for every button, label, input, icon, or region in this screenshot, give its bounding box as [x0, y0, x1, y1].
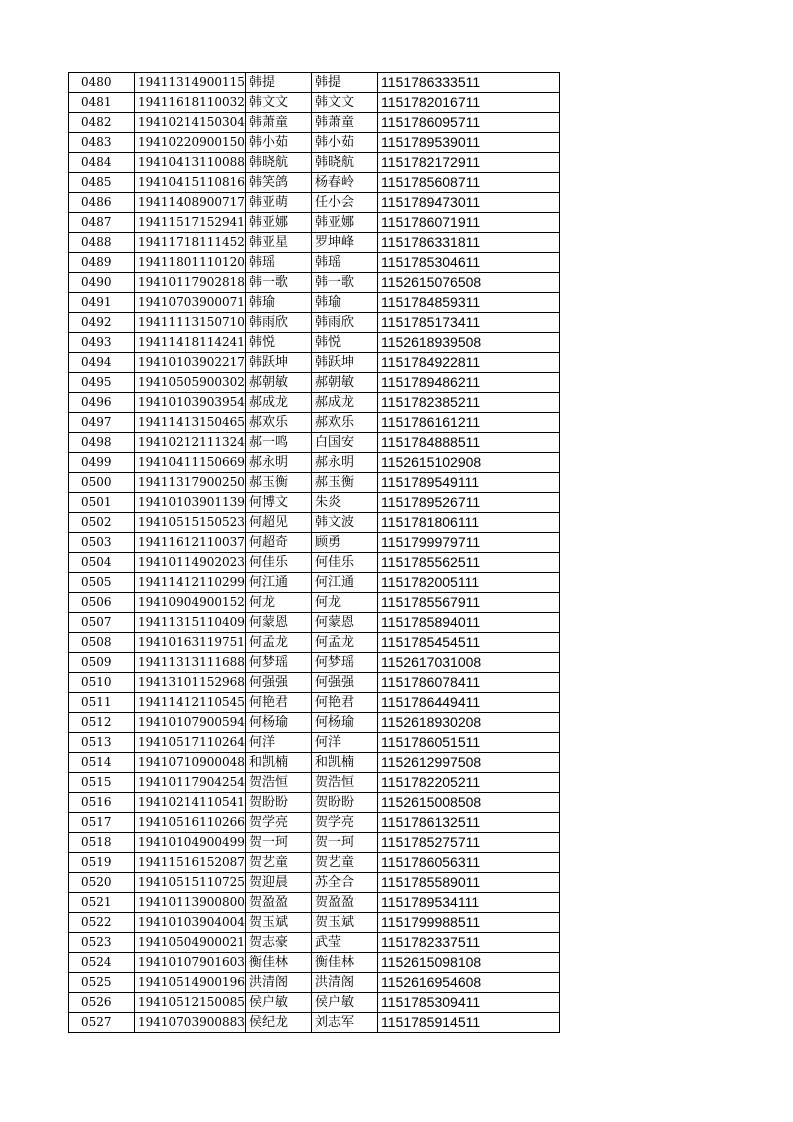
- table-row: [69, 813, 560, 833]
- account-holder-cell: 何杨瑜: [312, 713, 378, 733]
- account-number-cell: 1151785275711: [378, 833, 560, 853]
- account-number-cell: 1151785173411: [378, 313, 560, 333]
- id-number-cell: 19410214150304: [135, 113, 246, 133]
- row-number-cell: 0518: [69, 833, 135, 853]
- table-row: [69, 433, 560, 453]
- student-name-cell: 何杨瑜: [246, 713, 312, 733]
- id-number-cell: 19413101152968: [135, 673, 246, 693]
- table-row: [69, 573, 560, 593]
- row-number-cell: 0514: [69, 753, 135, 773]
- account-holder-cell: 韩文文: [312, 93, 378, 113]
- account-number-cell: 1152615076508: [378, 273, 560, 293]
- account-number-cell: 1151786132511: [378, 813, 560, 833]
- student-name-cell: 郝玉衡: [246, 473, 312, 493]
- row-number-cell: 0483: [69, 133, 135, 153]
- account-number-cell: 1151784888511: [378, 433, 560, 453]
- student-name-cell: 衡佳林: [246, 953, 312, 973]
- student-name-cell: 何江通: [246, 573, 312, 593]
- id-number-cell: 19411418114241: [135, 333, 246, 353]
- account-holder-cell: 何艳君: [312, 693, 378, 713]
- id-number-cell: 19410411150669: [135, 453, 246, 473]
- id-number-cell: 19410517110264: [135, 733, 246, 753]
- row-number-cell: 0512: [69, 713, 135, 733]
- row-number-cell: 0525: [69, 973, 135, 993]
- id-number-cell: 19410113900800: [135, 893, 246, 913]
- id-number-cell: 19410103903954: [135, 393, 246, 413]
- account-holder-cell: 韩瑶: [312, 253, 378, 273]
- account-number-cell: 1151784859311: [378, 293, 560, 313]
- account-number-cell: 1151799988511: [378, 913, 560, 933]
- row-number-cell: 0495: [69, 373, 135, 393]
- row-number-cell: 0499: [69, 453, 135, 473]
- row-number-cell: 0492: [69, 313, 135, 333]
- row-number-cell: 0501: [69, 493, 135, 513]
- account-number-cell: 1151799979711: [378, 533, 560, 553]
- account-holder-cell: 贺学亮: [312, 813, 378, 833]
- id-number-cell: 19410107901603: [135, 953, 246, 973]
- student-name-cell: 韩悦: [246, 333, 312, 353]
- row-number-cell: 0496: [69, 393, 135, 413]
- table-row: [69, 893, 560, 913]
- id-number-cell: 19410212111324: [135, 433, 246, 453]
- id-number-cell: 19411612110037: [135, 533, 246, 553]
- account-number-cell: 1151789539011: [378, 133, 560, 153]
- account-number-cell: 1151789473011: [378, 193, 560, 213]
- table-row: [69, 373, 560, 393]
- account-holder-cell: 韩小茹: [312, 133, 378, 153]
- account-holder-cell: 韩萧童: [312, 113, 378, 133]
- row-number-cell: 0482: [69, 113, 135, 133]
- account-number-cell: 1151786078411: [378, 673, 560, 693]
- row-number-cell: 0488: [69, 233, 135, 253]
- id-number-cell: 19410515110725: [135, 873, 246, 893]
- id-number-cell: 19411314900115: [135, 73, 246, 93]
- table-row: [69, 113, 560, 133]
- account-number-cell: 1151786331811: [378, 233, 560, 253]
- account-holder-cell: 韩瑜: [312, 293, 378, 313]
- table-row: [69, 673, 560, 693]
- account-number-cell: 1152612997508: [378, 753, 560, 773]
- id-number-cell: 19411718111452: [135, 233, 246, 253]
- student-name-cell: 何佳乐: [246, 553, 312, 573]
- student-name-cell: 韩跃坤: [246, 353, 312, 373]
- table-row: [69, 93, 560, 113]
- account-holder-cell: 郝玉衡: [312, 473, 378, 493]
- table-row: [69, 213, 560, 233]
- account-number-cell: 1151785309411: [378, 993, 560, 1013]
- table-row: [69, 773, 560, 793]
- id-number-cell: 19411517152941: [135, 213, 246, 233]
- id-number-cell: 19410220900150: [135, 133, 246, 153]
- table-row: [69, 913, 560, 933]
- table-row: [69, 693, 560, 713]
- table-row: [69, 333, 560, 353]
- id-number-cell: 19410904900152: [135, 593, 246, 613]
- id-number-cell: 19410703900883: [135, 1013, 246, 1033]
- id-number-cell: 19411618110032: [135, 93, 246, 113]
- account-number-cell: 1151785589011: [378, 873, 560, 893]
- id-number-cell: 19411317900250: [135, 473, 246, 493]
- student-name-cell: 韩瑶: [246, 253, 312, 273]
- table-row: [69, 833, 560, 853]
- row-number-cell: 0490: [69, 273, 135, 293]
- row-number-cell: 0523: [69, 933, 135, 953]
- account-holder-cell: 衡佳林: [312, 953, 378, 973]
- student-name-cell: 贺玉斌: [246, 913, 312, 933]
- id-number-cell: 19410117902818: [135, 273, 246, 293]
- account-holder-cell: 何强强: [312, 673, 378, 693]
- id-number-cell: 19411801110120: [135, 253, 246, 273]
- account-number-cell: 1151782337511: [378, 933, 560, 953]
- account-number-cell: 1151782385211: [378, 393, 560, 413]
- account-number-cell: 1151786051511: [378, 733, 560, 753]
- student-name-cell: 郝欢乐: [246, 413, 312, 433]
- account-holder-cell: 杨春岭: [312, 173, 378, 193]
- id-number-cell: 19410512150085: [135, 993, 246, 1013]
- id-number-cell: 19411313111688: [135, 653, 246, 673]
- row-number-cell: 0519: [69, 853, 135, 873]
- row-number-cell: 0494: [69, 353, 135, 373]
- account-holder-cell: 韩跃坤: [312, 353, 378, 373]
- student-name-cell: 韩萧童: [246, 113, 312, 133]
- id-number-cell: 19410104900499: [135, 833, 246, 853]
- account-holder-cell: 郝永明: [312, 453, 378, 473]
- account-holder-cell: 韩亚娜: [312, 213, 378, 233]
- row-number-cell: 0497: [69, 413, 135, 433]
- account-number-cell: 1151786161211: [378, 413, 560, 433]
- account-number-cell: 1152617031008: [378, 653, 560, 673]
- student-name-cell: 何超奇: [246, 533, 312, 553]
- account-holder-cell: 何洋: [312, 733, 378, 753]
- id-number-cell: 19411412110545: [135, 693, 246, 713]
- account-holder-cell: 洪清阁: [312, 973, 378, 993]
- row-number-cell: 0520: [69, 873, 135, 893]
- account-holder-cell: 罗坤峰: [312, 233, 378, 253]
- account-holder-cell: 贺玉斌: [312, 913, 378, 933]
- account-holder-cell: 贺一珂: [312, 833, 378, 853]
- account-number-cell: 1151785608711: [378, 173, 560, 193]
- table-row: [69, 733, 560, 753]
- account-number-cell: 1151789534111: [378, 893, 560, 913]
- id-number-cell: 19410504900021: [135, 933, 246, 953]
- table-row: [69, 133, 560, 153]
- table-row: [69, 533, 560, 553]
- row-number-cell: 0515: [69, 773, 135, 793]
- table-row: [69, 473, 560, 493]
- account-number-cell: 1152616954608: [378, 973, 560, 993]
- student-name-cell: 韩小茹: [246, 133, 312, 153]
- account-holder-cell: 韩文波: [312, 513, 378, 533]
- account-number-cell: 1151782172911: [378, 153, 560, 173]
- row-number-cell: 0526: [69, 993, 135, 1013]
- table-row: [69, 973, 560, 993]
- table-row: [69, 273, 560, 293]
- table-row: [69, 173, 560, 193]
- student-name-cell: 何蒙恩: [246, 613, 312, 633]
- row-number-cell: 0510: [69, 673, 135, 693]
- account-number-cell: 1151785894011: [378, 613, 560, 633]
- id-number-cell: 19410114902023: [135, 553, 246, 573]
- account-number-cell: 1152618930208: [378, 713, 560, 733]
- table-row: [69, 393, 560, 413]
- id-number-cell: 19410415110816: [135, 173, 246, 193]
- student-name-cell: 贺志豪: [246, 933, 312, 953]
- id-number-cell: 19410163119751: [135, 633, 246, 653]
- row-number-cell: 0500: [69, 473, 135, 493]
- table-row: [69, 1013, 560, 1033]
- account-number-cell: 1151786071911: [378, 213, 560, 233]
- student-name-cell: 贺盼盼: [246, 793, 312, 813]
- account-holder-cell: 武莹: [312, 933, 378, 953]
- roster-table-body: [69, 73, 560, 1033]
- account-number-cell: 1151786449411: [378, 693, 560, 713]
- table-row: [69, 453, 560, 473]
- table-row: [69, 413, 560, 433]
- student-name-cell: 郝一鸣: [246, 433, 312, 453]
- account-holder-cell: 韩悦: [312, 333, 378, 353]
- student-name-cell: 何梦瑶: [246, 653, 312, 673]
- account-holder-cell: 顾勇: [312, 533, 378, 553]
- id-number-cell: 19411412110299: [135, 573, 246, 593]
- roster-table: [68, 72, 560, 1033]
- table-row: [69, 253, 560, 273]
- row-number-cell: 0522: [69, 913, 135, 933]
- student-name-cell: 韩笑鸽: [246, 173, 312, 193]
- row-number-cell: 0511: [69, 693, 135, 713]
- row-number-cell: 0509: [69, 653, 135, 673]
- row-number-cell: 0503: [69, 533, 135, 553]
- student-name-cell: 贺学亮: [246, 813, 312, 833]
- id-number-cell: 19410514900196: [135, 973, 246, 993]
- account-holder-cell: 侯户敏: [312, 993, 378, 1013]
- table-row: [69, 613, 560, 633]
- student-name-cell: 贺迎晨: [246, 873, 312, 893]
- table-row: [69, 313, 560, 333]
- student-name-cell: 韩文文: [246, 93, 312, 113]
- account-holder-cell: 何江通: [312, 573, 378, 593]
- account-number-cell: 1151781806111: [378, 513, 560, 533]
- account-holder-cell: 何蒙恩: [312, 613, 378, 633]
- row-number-cell: 0516: [69, 793, 135, 813]
- row-number-cell: 0527: [69, 1013, 135, 1033]
- table-row: [69, 953, 560, 973]
- student-name-cell: 郝朝敏: [246, 373, 312, 393]
- id-number-cell: 19410710900048: [135, 753, 246, 773]
- account-number-cell: 1152618939508: [378, 333, 560, 353]
- student-name-cell: 韩亚星: [246, 233, 312, 253]
- account-number-cell: 1151785454511: [378, 633, 560, 653]
- account-holder-cell: 郝成龙: [312, 393, 378, 413]
- account-holder-cell: 贺浩恒: [312, 773, 378, 793]
- table-row: [69, 753, 560, 773]
- row-number-cell: 0485: [69, 173, 135, 193]
- table-row: [69, 193, 560, 213]
- id-number-cell: 19411113150710: [135, 313, 246, 333]
- account-number-cell: 1151789526711: [378, 493, 560, 513]
- id-number-cell: 19410703900071: [135, 293, 246, 313]
- student-name-cell: 和凯楠: [246, 753, 312, 773]
- account-number-cell: 1151782016711: [378, 93, 560, 113]
- student-name-cell: 贺浩恒: [246, 773, 312, 793]
- row-number-cell: 0487: [69, 213, 135, 233]
- table-row: [69, 793, 560, 813]
- table-row: [69, 353, 560, 373]
- table-row: [69, 493, 560, 513]
- id-number-cell: 19410214110541: [135, 793, 246, 813]
- account-holder-cell: 贺盼盼: [312, 793, 378, 813]
- account-number-cell: 1151785562511: [378, 553, 560, 573]
- id-number-cell: 19411413150465: [135, 413, 246, 433]
- student-name-cell: 韩晓航: [246, 153, 312, 173]
- id-number-cell: 19410103902217: [135, 353, 246, 373]
- table-row: [69, 713, 560, 733]
- account-holder-cell: 何孟龙: [312, 633, 378, 653]
- account-number-cell: 1151786333511: [378, 73, 560, 93]
- row-number-cell: 0498: [69, 433, 135, 453]
- student-name-cell: 何强强: [246, 673, 312, 693]
- row-number-cell: 0486: [69, 193, 135, 213]
- account-holder-cell: 贺盈盈: [312, 893, 378, 913]
- account-holder-cell: 白国安: [312, 433, 378, 453]
- id-number-cell: 19410103904004: [135, 913, 246, 933]
- student-name-cell: 何超见: [246, 513, 312, 533]
- account-number-cell: 1151785914511: [378, 1013, 560, 1033]
- id-number-cell: 19410515150523: [135, 513, 246, 533]
- student-name-cell: 郝永明: [246, 453, 312, 473]
- account-number-cell: 1151786095711: [378, 113, 560, 133]
- row-number-cell: 0508: [69, 633, 135, 653]
- account-holder-cell: 郝朝敏: [312, 373, 378, 393]
- account-number-cell: 1151784922811: [378, 353, 560, 373]
- account-number-cell: 1151782005111: [378, 573, 560, 593]
- table-row: [69, 873, 560, 893]
- student-name-cell: 何龙: [246, 593, 312, 613]
- student-name-cell: 侯纪龙: [246, 1013, 312, 1033]
- table-row: [69, 933, 560, 953]
- account-number-cell: 1151789486211: [378, 373, 560, 393]
- row-number-cell: 0480: [69, 73, 135, 93]
- student-name-cell: 韩雨欣: [246, 313, 312, 333]
- account-number-cell: 1151786056311: [378, 853, 560, 873]
- row-number-cell: 0513: [69, 733, 135, 753]
- id-number-cell: 19410516110266: [135, 813, 246, 833]
- account-holder-cell: 韩提: [312, 73, 378, 93]
- account-holder-cell: 朱炎: [312, 493, 378, 513]
- student-name-cell: 何洋: [246, 733, 312, 753]
- id-number-cell: 19411408900717: [135, 193, 246, 213]
- account-holder-cell: 苏全合: [312, 873, 378, 893]
- table-row: [69, 293, 560, 313]
- account-holder-cell: 韩雨欣: [312, 313, 378, 333]
- table-row: [69, 73, 560, 93]
- row-number-cell: 0502: [69, 513, 135, 533]
- id-number-cell: 19411315110409: [135, 613, 246, 633]
- row-number-cell: 0504: [69, 553, 135, 573]
- table-row: [69, 593, 560, 613]
- student-name-cell: 何博文: [246, 493, 312, 513]
- row-number-cell: 0524: [69, 953, 135, 973]
- account-holder-cell: 郝欢乐: [312, 413, 378, 433]
- table-row: [69, 153, 560, 173]
- table-row: [69, 653, 560, 673]
- id-number-cell: 19410505900302: [135, 373, 246, 393]
- student-name-cell: 郝成龙: [246, 393, 312, 413]
- account-number-cell: 1151785304611: [378, 253, 560, 273]
- id-number-cell: 19410103901139: [135, 493, 246, 513]
- student-name-cell: 韩亚娜: [246, 213, 312, 233]
- account-holder-cell: 何龙: [312, 593, 378, 613]
- id-number-cell: 19410413110088: [135, 153, 246, 173]
- student-name-cell: 何孟龙: [246, 633, 312, 653]
- student-name-cell: 韩提: [246, 73, 312, 93]
- account-number-cell: 1151789549111: [378, 473, 560, 493]
- account-holder-cell: 任小会: [312, 193, 378, 213]
- student-name-cell: 何艳君: [246, 693, 312, 713]
- row-number-cell: 0481: [69, 93, 135, 113]
- account-holder-cell: 刘志军: [312, 1013, 378, 1033]
- table-row: [69, 553, 560, 573]
- student-name-cell: 侯户敏: [246, 993, 312, 1013]
- id-number-cell: 19410117904254: [135, 773, 246, 793]
- row-number-cell: 0507: [69, 613, 135, 633]
- student-name-cell: 贺艺童: [246, 853, 312, 873]
- account-holder-cell: 韩晓航: [312, 153, 378, 173]
- account-holder-cell: 贺艺童: [312, 853, 378, 873]
- row-number-cell: 0521: [69, 893, 135, 913]
- account-holder-cell: 韩一歌: [312, 273, 378, 293]
- account-number-cell: 1152615102908: [378, 453, 560, 473]
- row-number-cell: 0493: [69, 333, 135, 353]
- account-holder-cell: 何梦瑶: [312, 653, 378, 673]
- table-row: [69, 853, 560, 873]
- account-number-cell: 1152615008508: [378, 793, 560, 813]
- row-number-cell: 0517: [69, 813, 135, 833]
- account-number-cell: 1151782205211: [378, 773, 560, 793]
- table-row: [69, 993, 560, 1013]
- row-number-cell: 0505: [69, 573, 135, 593]
- student-name-cell: 韩亚萌: [246, 193, 312, 213]
- student-name-cell: 韩一歌: [246, 273, 312, 293]
- table-row: [69, 633, 560, 653]
- row-number-cell: 0491: [69, 293, 135, 313]
- table-row: [69, 513, 560, 533]
- student-name-cell: 贺盈盈: [246, 893, 312, 913]
- row-number-cell: 0506: [69, 593, 135, 613]
- account-number-cell: 1152615098108: [378, 953, 560, 973]
- account-holder-cell: 何佳乐: [312, 553, 378, 573]
- account-number-cell: 1151785567911: [378, 593, 560, 613]
- student-name-cell: 洪清阁: [246, 973, 312, 993]
- row-number-cell: 0489: [69, 253, 135, 273]
- table-row: [69, 233, 560, 253]
- account-holder-cell: 和凯楠: [312, 753, 378, 773]
- row-number-cell: 0484: [69, 153, 135, 173]
- id-number-cell: 19410107900594: [135, 713, 246, 733]
- id-number-cell: 19411516152087: [135, 853, 246, 873]
- student-name-cell: 贺一珂: [246, 833, 312, 853]
- student-name-cell: 韩瑜: [246, 293, 312, 313]
